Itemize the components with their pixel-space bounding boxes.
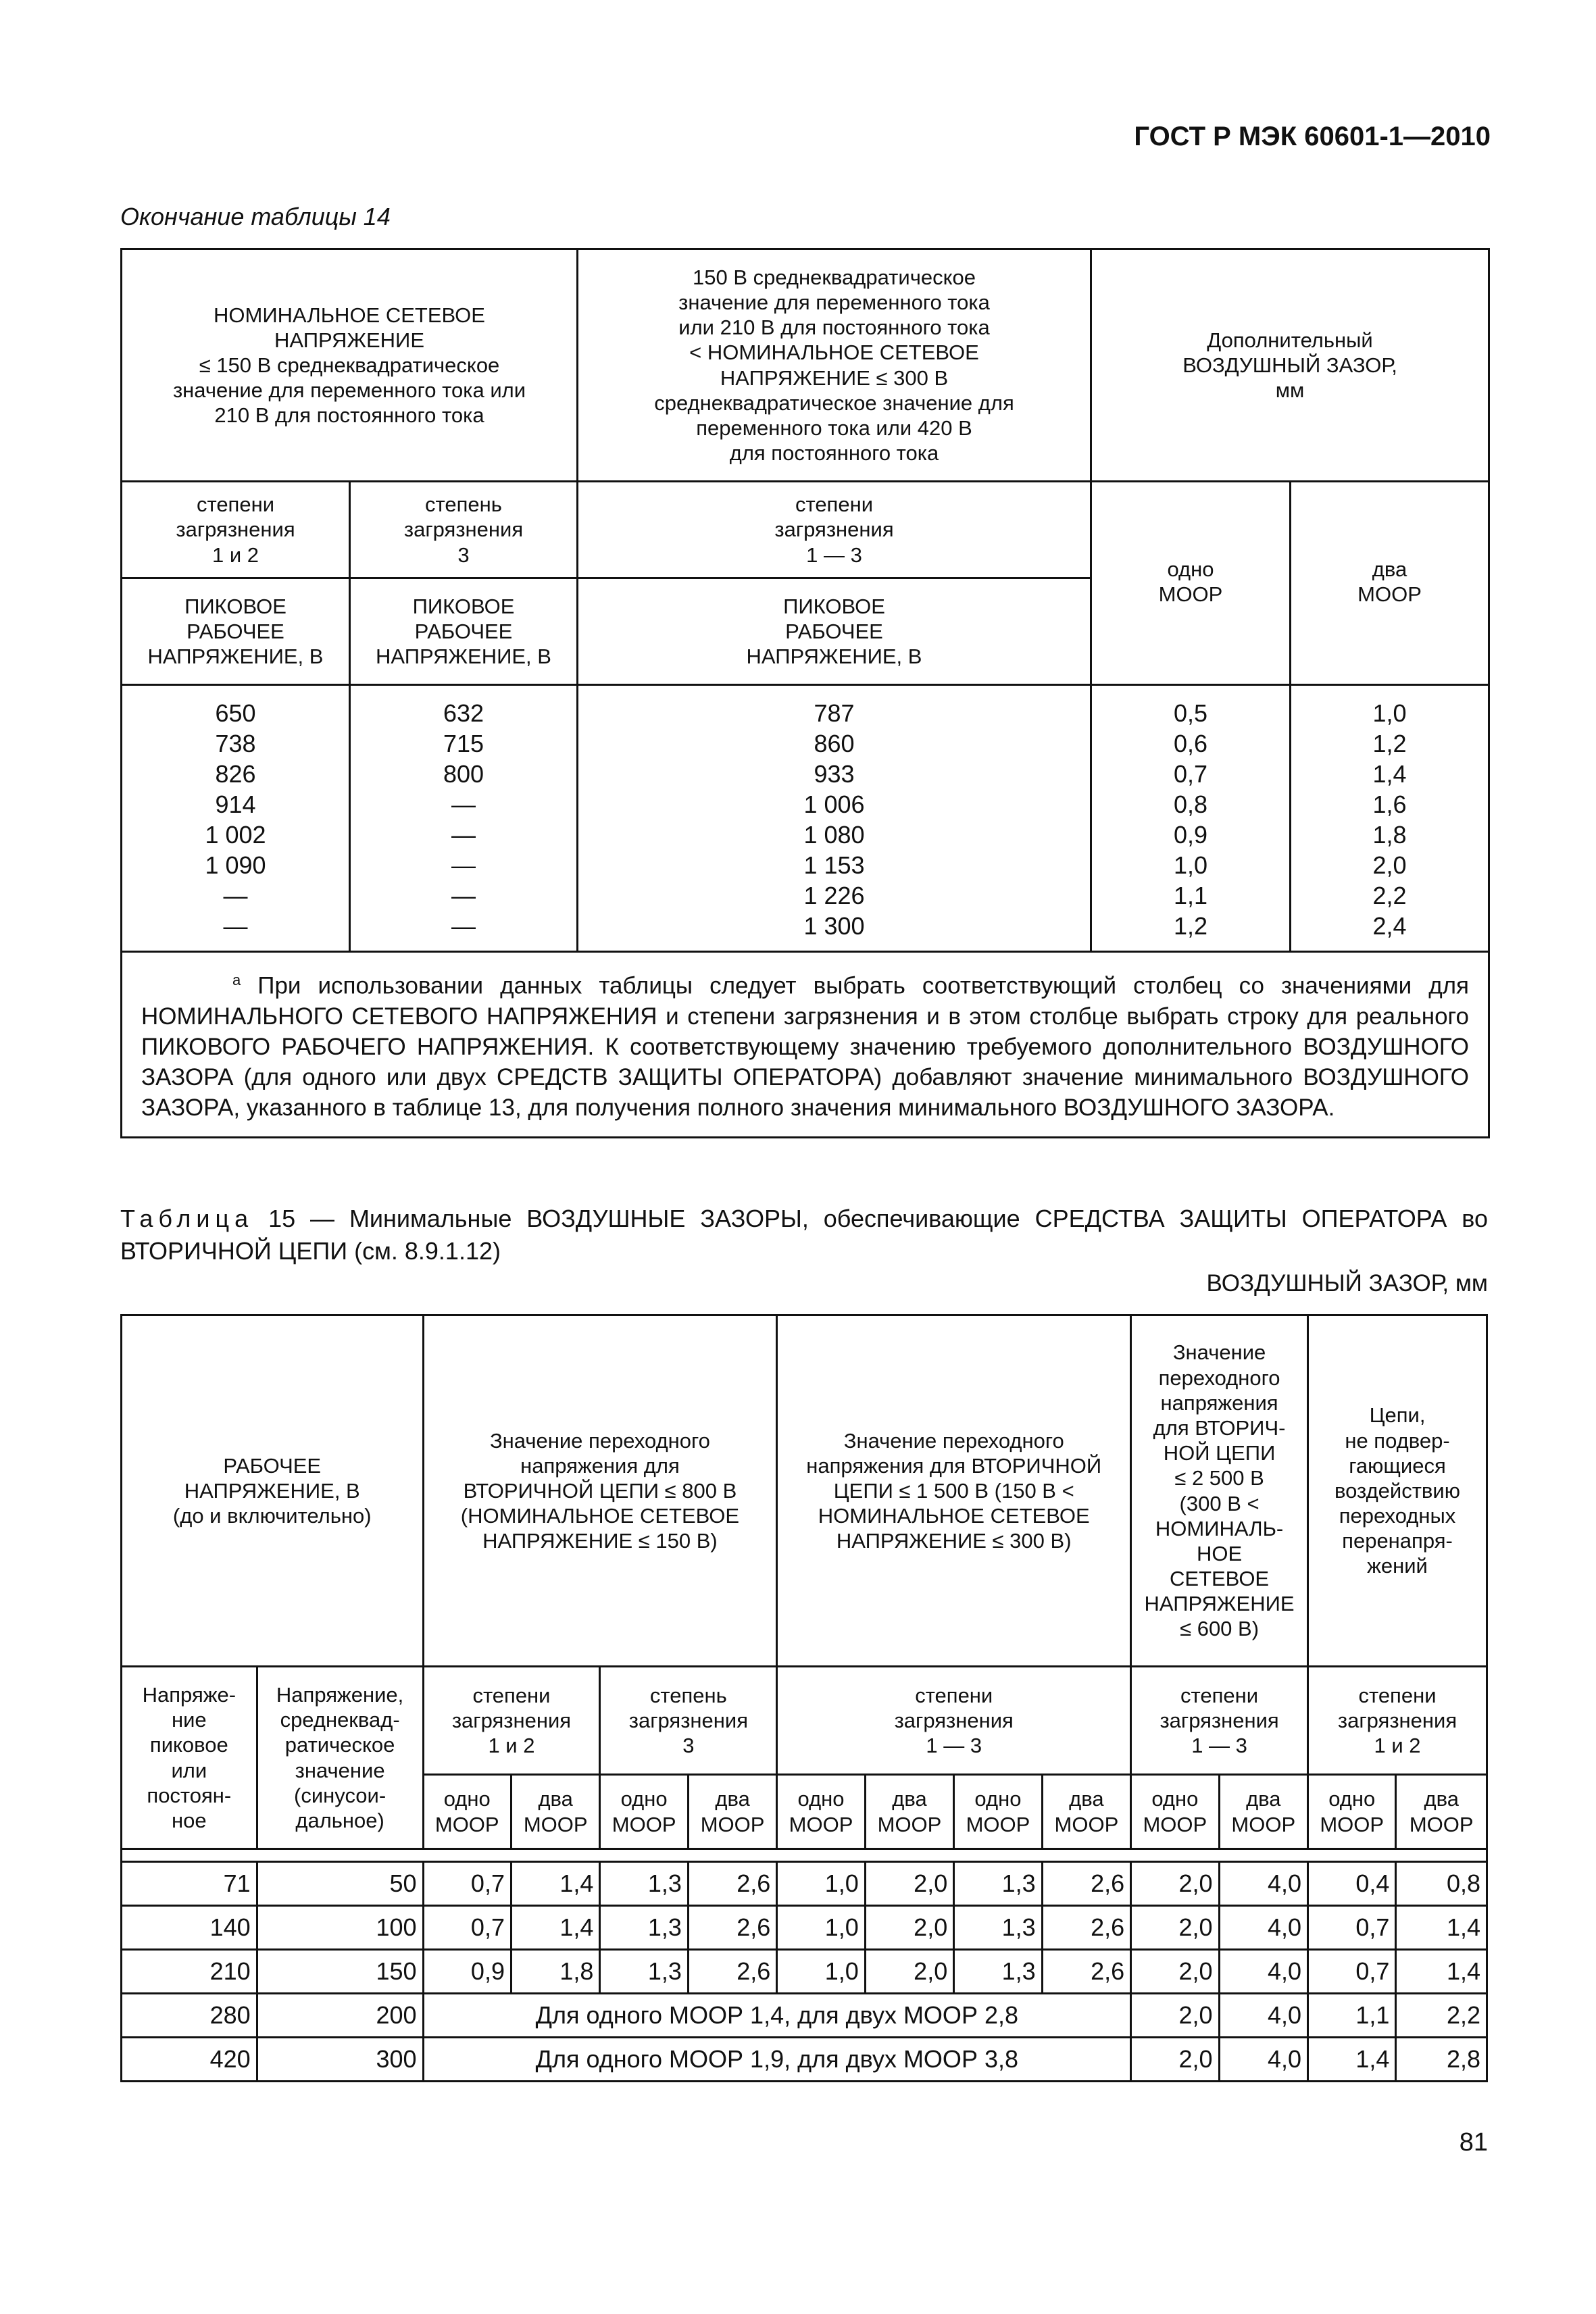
t15-cell: 2,0 xyxy=(1131,1906,1219,1950)
t15-cell: 2,6 xyxy=(688,1950,776,1994)
table-row xyxy=(122,1906,1487,1950)
table15-title-text: 15 — Минимальные ВОЗДУШНЫЕ ЗАЗОРЫ, обеспечивающие СРЕДСТВА ЗАЩИТЫ ОПЕРАТОРА во ВТОРИЧНОЙ ЦЕПИ (см. 8.9.1.12) xyxy=(120,1205,1488,1265)
table-row xyxy=(122,2038,1487,2082)
t15-two-moop: два МООР xyxy=(1042,1775,1130,1849)
standard-code: ГОСТ Р МЭК 60601-1—2010 xyxy=(1134,122,1491,151)
table15-title xyxy=(120,1203,1488,1267)
t15-pollution-12: степени загрязнения 1 и 2 xyxy=(423,1667,600,1775)
t15-cell: 1,3 xyxy=(600,1950,688,1994)
t15-cell: 0,7 xyxy=(1308,1950,1396,1994)
t15-cell: 0,4 xyxy=(1308,1862,1396,1906)
t15-head-group-1500: Значение переходного напряжения для ВТОРИЧНОЙ ЦЕПИ ≤ 1 500 В (150 В < НОМИНАЛЬНОЕ СЕТЕВОЕ НАПРЯЖЕНИЕ ≤ 300 В) xyxy=(777,1315,1131,1667)
t15-cell: 2,8 xyxy=(1396,2038,1487,2082)
table15-title-word: Таблица xyxy=(120,1205,254,1232)
t15-cell: 4,0 xyxy=(1219,1906,1307,1950)
t15-cell: 1,1 xyxy=(1308,1994,1396,2038)
t15-peak-value: 71 xyxy=(122,1862,257,1906)
t15-cell: 2,0 xyxy=(1131,1950,1219,1994)
table-row xyxy=(122,1950,1487,1994)
t15-peak-value: 140 xyxy=(122,1906,257,1950)
t15-cell: 0,7 xyxy=(423,1906,511,1950)
t15-two-moop: два МООР xyxy=(688,1775,776,1849)
t15-one-moop: одно МООР xyxy=(1131,1775,1219,1849)
footnote-mark: a xyxy=(232,972,241,988)
t15-cell: 4,0 xyxy=(1219,1862,1307,1906)
t14-peak-c: ПИКОВОЕ РАБОЧЕЕ НАПРЯЖЕНИЕ, В xyxy=(578,578,1091,685)
t15-cell: 4,0 xyxy=(1219,1950,1307,1994)
t15-cell: 2,6 xyxy=(1042,1950,1130,1994)
t14-peak-b: ПИКОВОЕ РАБОЧЕЕ НАПРЯЖЕНИЕ, В xyxy=(350,578,578,685)
t15-two-moop: два МООР xyxy=(1396,1775,1487,1849)
t15-cell: 1,0 xyxy=(777,1862,865,1906)
t15-pollution-3: степень загрязнения 3 xyxy=(600,1667,777,1775)
t15-cell: 2,0 xyxy=(1131,1862,1219,1906)
t15-merged-cell: Для одного МООР 1,4, для двух МООР 2,8 xyxy=(423,1994,1131,2038)
t15-head-no-transient: Цепи, не подвер- гающиеся воздействию переходных перенапря- жений xyxy=(1308,1315,1487,1667)
t15-pollution-12-last: степени загрязнения 1 и 2 xyxy=(1308,1667,1487,1775)
t15-cell: 2,0 xyxy=(865,1906,953,1950)
t14-values-one-moop: 0,5 0,6 0,7 0,8 0,9 1,0 1,1 1,2 xyxy=(1091,685,1291,952)
t15-cell: 1,3 xyxy=(600,1862,688,1906)
t15-cell: 1,3 xyxy=(954,1906,1042,1950)
t15-pollution-13-dash: степени загрязнения 1 — 3 xyxy=(1131,1667,1308,1775)
t14-footnote-cell xyxy=(122,952,1489,1138)
t15-cell: 1,0 xyxy=(777,1906,865,1950)
t15-head-peak-dc: Напряже- ние пиковое или постоян- ное xyxy=(122,1667,257,1849)
t15-pollution-13: степени загрязнения 1 — 3 xyxy=(777,1667,1131,1775)
t15-cell: 2,6 xyxy=(688,1862,776,1906)
t15-head-working-voltage: РАБОЧЕЕ НАПРЯЖЕНИЕ, В (до и включительно) xyxy=(122,1315,424,1667)
t14-footnote-text: При использовании данных таблицы следует выбрать соответствующий столбец со значениями для НОМИНАЛЬНОГО СЕТЕВОГО НАПРЯЖЕНИЯ и степени загрязнения и в этом столбце выбрать строку для реального ПИКОВОГО РАБОЧЕГО НАПРЯЖЕНИЯ. К соответствующему значению требуемого дополнительного ВОЗДУШНОГО ЗАЗОРА (для одного или двух СРЕДСТВ ЗАЩИТЫ ОПЕРАТОРА) добавляют значение минимального ВОЗДУШНОГО ЗАЗОРА, указанного в таблице 13, для получения полного значения минимального ВОЗДУШНОГО ЗАЗОРА. xyxy=(141,972,1470,1121)
t15-rms-value: 200 xyxy=(257,1994,423,2038)
t15-rms-value: 50 xyxy=(257,1862,423,1906)
t15-rms-value: 100 xyxy=(257,1906,423,1950)
t15-peak-value: 210 xyxy=(122,1950,257,1994)
table15-unit: ВОЗДУШНЫЙ ЗАЗОР, мм xyxy=(1206,1270,1488,1297)
t15-cell: 2,0 xyxy=(1131,2038,1219,2082)
t15-one-moop: одно МООР xyxy=(777,1775,865,1849)
t15-rms-value: 300 xyxy=(257,2038,423,2082)
t15-cell: 4,0 xyxy=(1219,1994,1307,2038)
t15-cell: 2,0 xyxy=(865,1950,953,1994)
t15-cell: 1,8 xyxy=(511,1950,599,1994)
t14-one-moop: одно МООР xyxy=(1091,482,1291,685)
t14-head-low-voltage: НОМИНАЛЬНОЕ СЕТЕВОЕ НАПРЯЖЕНИЕ ≤ 150 В среднеквадратическое значение для переменного тока или 210 В для постоянного тока xyxy=(122,249,578,482)
t15-one-moop: одно МООР xyxy=(423,1775,511,1849)
t15-head-group-2500: Значение переходного напряжения для ВТОРИЧ- НОЙ ЦЕПИ ≤ 2 500 В (300 В < НОМИНАЛЬ- НОЕ СЕТЕВОЕ НАПРЯЖЕНИЕ ≤ 600 В) xyxy=(1131,1315,1308,1667)
t15-cell: 2,6 xyxy=(688,1906,776,1950)
table-14 xyxy=(120,248,1490,1138)
t14-peak-a: ПИКОВОЕ РАБОЧЕЕ НАПРЯЖЕНИЕ, В xyxy=(122,578,350,685)
table-15 xyxy=(120,1314,1488,2082)
t15-cell: 0,9 xyxy=(423,1950,511,1994)
t15-cell: 4,0 xyxy=(1219,2038,1307,2082)
t14-two-moop: два МООР xyxy=(1291,482,1489,685)
t15-cell: 0,8 xyxy=(1396,1862,1487,1906)
t15-two-moop: два МООР xyxy=(511,1775,599,1849)
t15-cell: 2,6 xyxy=(1042,1906,1130,1950)
t14-values-b: 632 715 800 — — — — — xyxy=(350,685,578,952)
t14-pollution-b: степень загрязнения 3 xyxy=(350,482,578,578)
t15-cell: 1,3 xyxy=(954,1862,1042,1906)
t15-merged-cell: Для одного МООР 1,9, для двух МООР 3,8 xyxy=(423,2038,1131,2082)
t15-cell: 1,4 xyxy=(1396,1950,1487,1994)
t15-peak-value: 280 xyxy=(122,1994,257,2038)
t15-cell: 0,7 xyxy=(423,1862,511,1906)
t14-values-c: 787 860 933 1 006 1 080 1 153 1 226 1 300 xyxy=(578,685,1091,952)
t15-cell: 2,6 xyxy=(1042,1862,1130,1906)
t15-cell: 1,3 xyxy=(600,1906,688,1950)
t15-cell: 0,7 xyxy=(1308,1906,1396,1950)
t15-cell: 1,4 xyxy=(511,1906,599,1950)
t14-values-a: 650 738 826 914 1 002 1 090 — — xyxy=(122,685,350,952)
t15-one-moop: одно МООР xyxy=(1308,1775,1396,1849)
t15-two-moop: два МООР xyxy=(865,1775,953,1849)
table-row xyxy=(122,1994,1487,2038)
t14-head-additional-clearance: Дополнительный ВОЗДУШНЫЙ ЗАЗОР, мм xyxy=(1091,249,1489,482)
page-number: 81 xyxy=(1459,2128,1488,2157)
t15-cell: 2,0 xyxy=(1131,1994,1219,2038)
t15-cell: 1,0 xyxy=(777,1950,865,1994)
table14-continuation-caption: Окончание таблицы 14 xyxy=(120,203,391,230)
t14-pollution-c: степени загрязнения 1 — 3 xyxy=(578,482,1091,578)
t15-cell: 2,2 xyxy=(1396,1994,1487,2038)
t14-values-two-moop: 1,0 1,2 1,4 1,6 1,8 2,0 2,2 2,4 xyxy=(1291,685,1489,952)
t15-one-moop: одно МООР xyxy=(600,1775,688,1849)
t15-head-group-800: Значение переходного напряжения для ВТОРИЧНОЙ ЦЕПИ ≤ 800 В (НОМИНАЛЬНОЕ СЕТЕВОЕ НАПРЯЖЕНИЕ ≤ 150 В) xyxy=(423,1315,777,1667)
t15-cell: 1,4 xyxy=(1308,2038,1396,2082)
t15-two-moop: два МООР xyxy=(1219,1775,1307,1849)
t15-cell: 1,3 xyxy=(954,1950,1042,1994)
t15-cell: 2,0 xyxy=(865,1862,953,1906)
t15-peak-value: 420 xyxy=(122,2038,257,2082)
t15-one-moop: одно МООР xyxy=(954,1775,1042,1849)
t15-head-rms: Напряжение, среднеквад- ратическое значение (синусои- дальное) xyxy=(257,1667,423,1849)
t15-cell: 1,4 xyxy=(1396,1906,1487,1950)
t14-head-mid-voltage: 150 В среднеквадратическое значение для переменного тока или 210 В для постоянного тока < НОМИНАЛЬНОЕ СЕТЕВОЕ НАПРЯЖЕНИЕ ≤ 300 В среднеквадратическое значение для переменного тока или 420 В для постоянного тока xyxy=(578,249,1091,482)
t14-pollution-a: степени загрязнения 1 и 2 xyxy=(122,482,350,578)
table-row xyxy=(122,1862,1487,1906)
t15-cell: 1,4 xyxy=(511,1862,599,1906)
t15-rms-value: 150 xyxy=(257,1950,423,1994)
